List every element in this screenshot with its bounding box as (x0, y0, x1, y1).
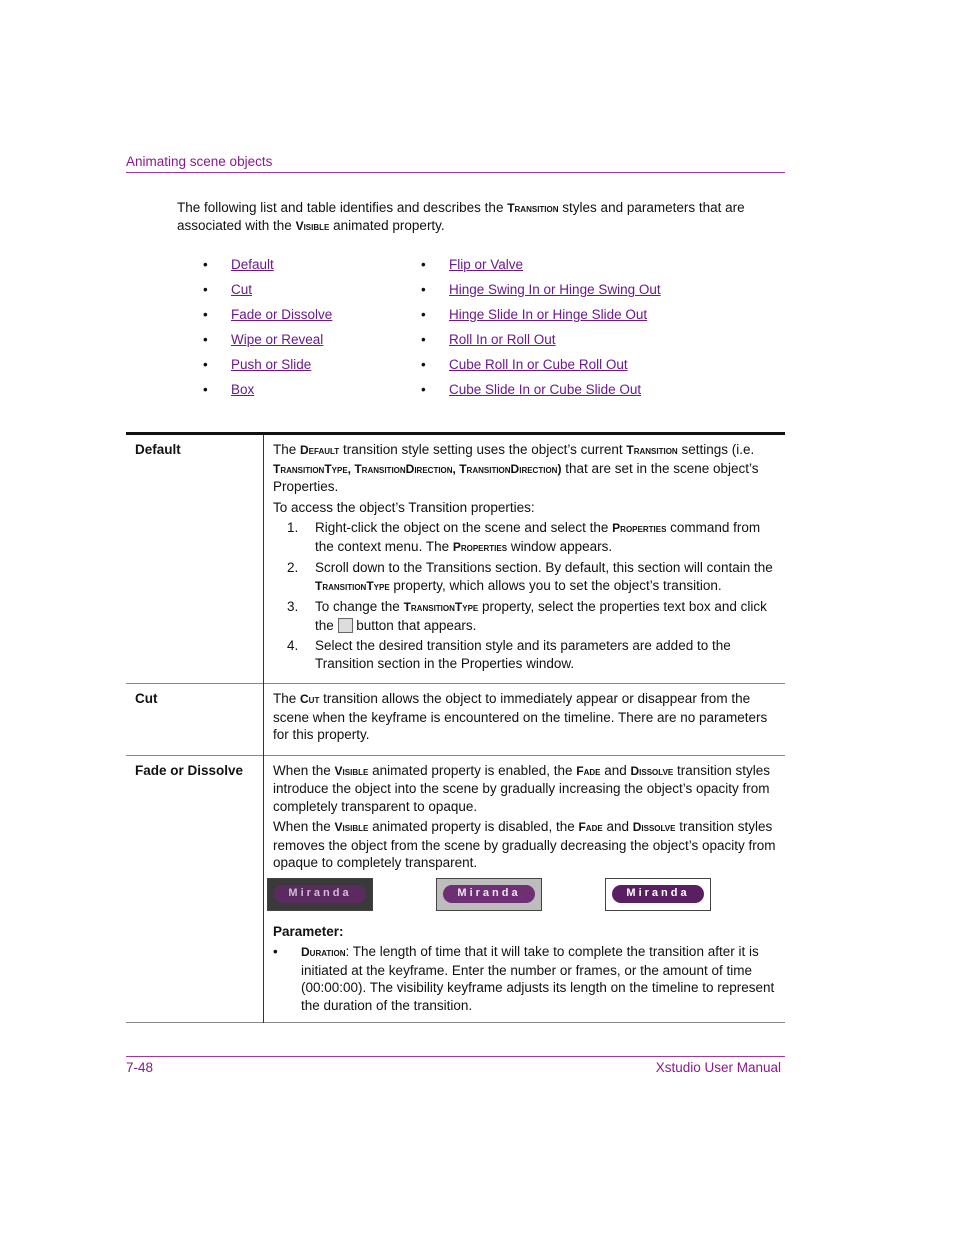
table-row (126, 434, 785, 684)
list-item (203, 381, 332, 406)
keyword: Visible (334, 820, 369, 834)
footer-rule (126, 1056, 785, 1057)
list-item (421, 281, 661, 306)
intro-paragraph (177, 199, 757, 235)
ellipsis-button-icon (338, 618, 353, 633)
link-fade-or-dissolve[interactable]: Fade or Dissolve (231, 307, 333, 322)
text: The (273, 691, 301, 706)
step-item (287, 598, 776, 634)
text: When the (273, 819, 335, 834)
text: and (600, 762, 631, 778)
text: The (273, 442, 301, 457)
description-default (264, 434, 786, 684)
text: Select the desired transition style and its parameters are added to the Transition section in the Properties window. (315, 638, 731, 671)
list-item (421, 256, 661, 281)
bullet: • (203, 282, 208, 297)
bullet: • (421, 257, 426, 272)
list-item (421, 331, 661, 356)
keyword-transition: Transition (507, 201, 559, 215)
text: transition styles removes the object from the scene by gradually decreasing the object’s opacity from opaque to completely transparent. (273, 819, 776, 870)
term-fade-or-dissolve: Fade or Dissolve (126, 755, 264, 1023)
keyword: Fade (576, 763, 601, 778)
manual-title: Xstudio User Manual (655, 1060, 781, 1075)
keyword: Fade (578, 820, 603, 834)
text: transition styles introduce the object into the scene by gradually increasing the object’s opacity from completely transparent to opaque. (273, 762, 771, 814)
fade-example-images (267, 878, 711, 911)
text: animated property is disabled, the (368, 819, 579, 834)
example-image-faded (267, 878, 373, 911)
list-item (421, 306, 661, 331)
paragraph (273, 818, 776, 872)
link-list-left (203, 256, 332, 406)
step-item (287, 519, 776, 556)
parameter-heading: Parameter: (273, 923, 344, 939)
text: To change the (315, 599, 404, 614)
text: Right-click the object on the scene and select the (315, 520, 613, 535)
table-row (126, 755, 785, 1023)
link-wipe-or-reveal[interactable]: Wipe or Reveal (231, 332, 324, 347)
link-push-or-slide[interactable]: Push or Slide (231, 357, 312, 372)
list-item (421, 356, 661, 381)
intro-text: styles and parameters that are associated with the (177, 200, 745, 233)
text: button that appears. (352, 617, 477, 633)
list-item (203, 306, 332, 331)
text: window appears. (507, 538, 613, 554)
list-item (203, 331, 332, 356)
bullet: • (421, 307, 426, 322)
paragraph (273, 690, 776, 744)
keyword: Default (300, 443, 340, 457)
description-fade-or-dissolve (264, 755, 786, 1023)
link-cube-slide[interactable]: Cube Slide In or Cube Slide Out (449, 382, 642, 397)
text: command from the context menu. The (315, 520, 761, 554)
link-roll[interactable]: Roll In or Roll Out (449, 332, 556, 347)
link-default[interactable]: Default (231, 257, 274, 272)
text: settings (i.e. (677, 442, 755, 457)
link-cube-roll[interactable]: Cube Roll In or Cube Roll Out (449, 357, 628, 372)
keyword-visible: Visible (295, 219, 330, 233)
list-item (203, 356, 332, 381)
text: transition allows the object to immediately appear or disappear from the scene when the keyframe is encountered on the timeline. There are no parameters for this property. (273, 691, 768, 742)
step-number: 2. (287, 560, 299, 575)
keyword: Visible (334, 763, 369, 778)
step-number: 3. (287, 599, 299, 614)
keyword: Dissolve (630, 763, 674, 778)
bullet: • (421, 332, 426, 347)
keyword: Dissolve (632, 820, 676, 834)
keyword: TransitionType (403, 600, 479, 614)
link-flip-or-valve[interactable]: Flip or Valve (449, 257, 524, 272)
text: property, select the properties text box and click the (315, 599, 767, 633)
keyword: TransitionType, TransitionDirection, TransitionDirection) (273, 461, 562, 476)
bullet: • (203, 357, 208, 372)
step-item (287, 637, 776, 672)
bullet: • (421, 282, 426, 297)
bullet: • (203, 307, 208, 322)
step-number: 1. (287, 520, 299, 535)
miranda-logo: Miranda (274, 885, 366, 903)
step-item (287, 559, 776, 595)
link-box[interactable]: Box (231, 382, 255, 397)
text: animated property is enabled, the (368, 762, 577, 778)
keyword: Transition (626, 443, 678, 457)
list-item (273, 943, 776, 1014)
bullet: • (203, 332, 208, 347)
term-default: Default (126, 434, 264, 684)
bullet: • (421, 357, 426, 372)
paragraph (273, 441, 776, 496)
text: property, which allows you to set the object’s transition. (389, 577, 722, 593)
miranda-logo: Miranda (443, 885, 535, 903)
list-item (203, 256, 332, 281)
text: When the (273, 762, 335, 778)
link-list-right (421, 256, 661, 406)
keyword: Properties (452, 539, 508, 554)
text: and (602, 819, 633, 834)
parameter-list (273, 943, 776, 1014)
term-cut: Cut (126, 684, 264, 756)
keyword: Cut (300, 692, 320, 706)
steps-list (273, 519, 776, 672)
description-cut (264, 684, 786, 756)
miranda-logo: Miranda (612, 885, 704, 903)
intro-text: The following list and table identifies and describes the (177, 200, 508, 215)
link-hinge-slide[interactable]: Hinge Slide In or Hinge Slide Out (449, 307, 648, 322)
paragraph: To access the object’s Transition properties: (273, 499, 535, 515)
list-item (203, 281, 332, 306)
list-item (421, 381, 661, 406)
example-image-partial (436, 878, 542, 911)
keyword: Duration (301, 945, 346, 959)
bullet: • (421, 382, 426, 397)
text: transition style setting uses the object’s current (339, 442, 627, 457)
intro-text: animated property. (329, 218, 445, 233)
step-number: 4. (287, 638, 299, 653)
text: that are set in the scene object’s Properties. (273, 460, 759, 494)
table-row (126, 684, 785, 756)
link-hinge-swing[interactable]: Hinge Swing In or Hinge Swing Out (449, 282, 661, 297)
paragraph (273, 762, 776, 816)
bullet: • (273, 944, 278, 959)
transition-table (126, 432, 785, 1023)
bullet: • (203, 257, 208, 272)
example-image-opaque (605, 878, 711, 911)
text: Scroll down to the Transitions section. By default, this section will contain the (315, 560, 773, 575)
keyword: Properties (612, 521, 667, 535)
page-number: 7-48 (126, 1060, 154, 1075)
link-cut[interactable]: Cut (231, 282, 253, 297)
bullet: • (203, 382, 208, 397)
text: : The length of time that it will take to complete the transition after it is initiated at the keyframe. Enter the number or frames, or the amount of time (00:00:00). The visibility keyframe adjusts its length on the timeline to represent the duration of the transition. (301, 944, 775, 1013)
header-rule (126, 172, 785, 173)
keyword: TransitionType (315, 578, 390, 593)
running-header: Animating scene objects (126, 154, 273, 169)
